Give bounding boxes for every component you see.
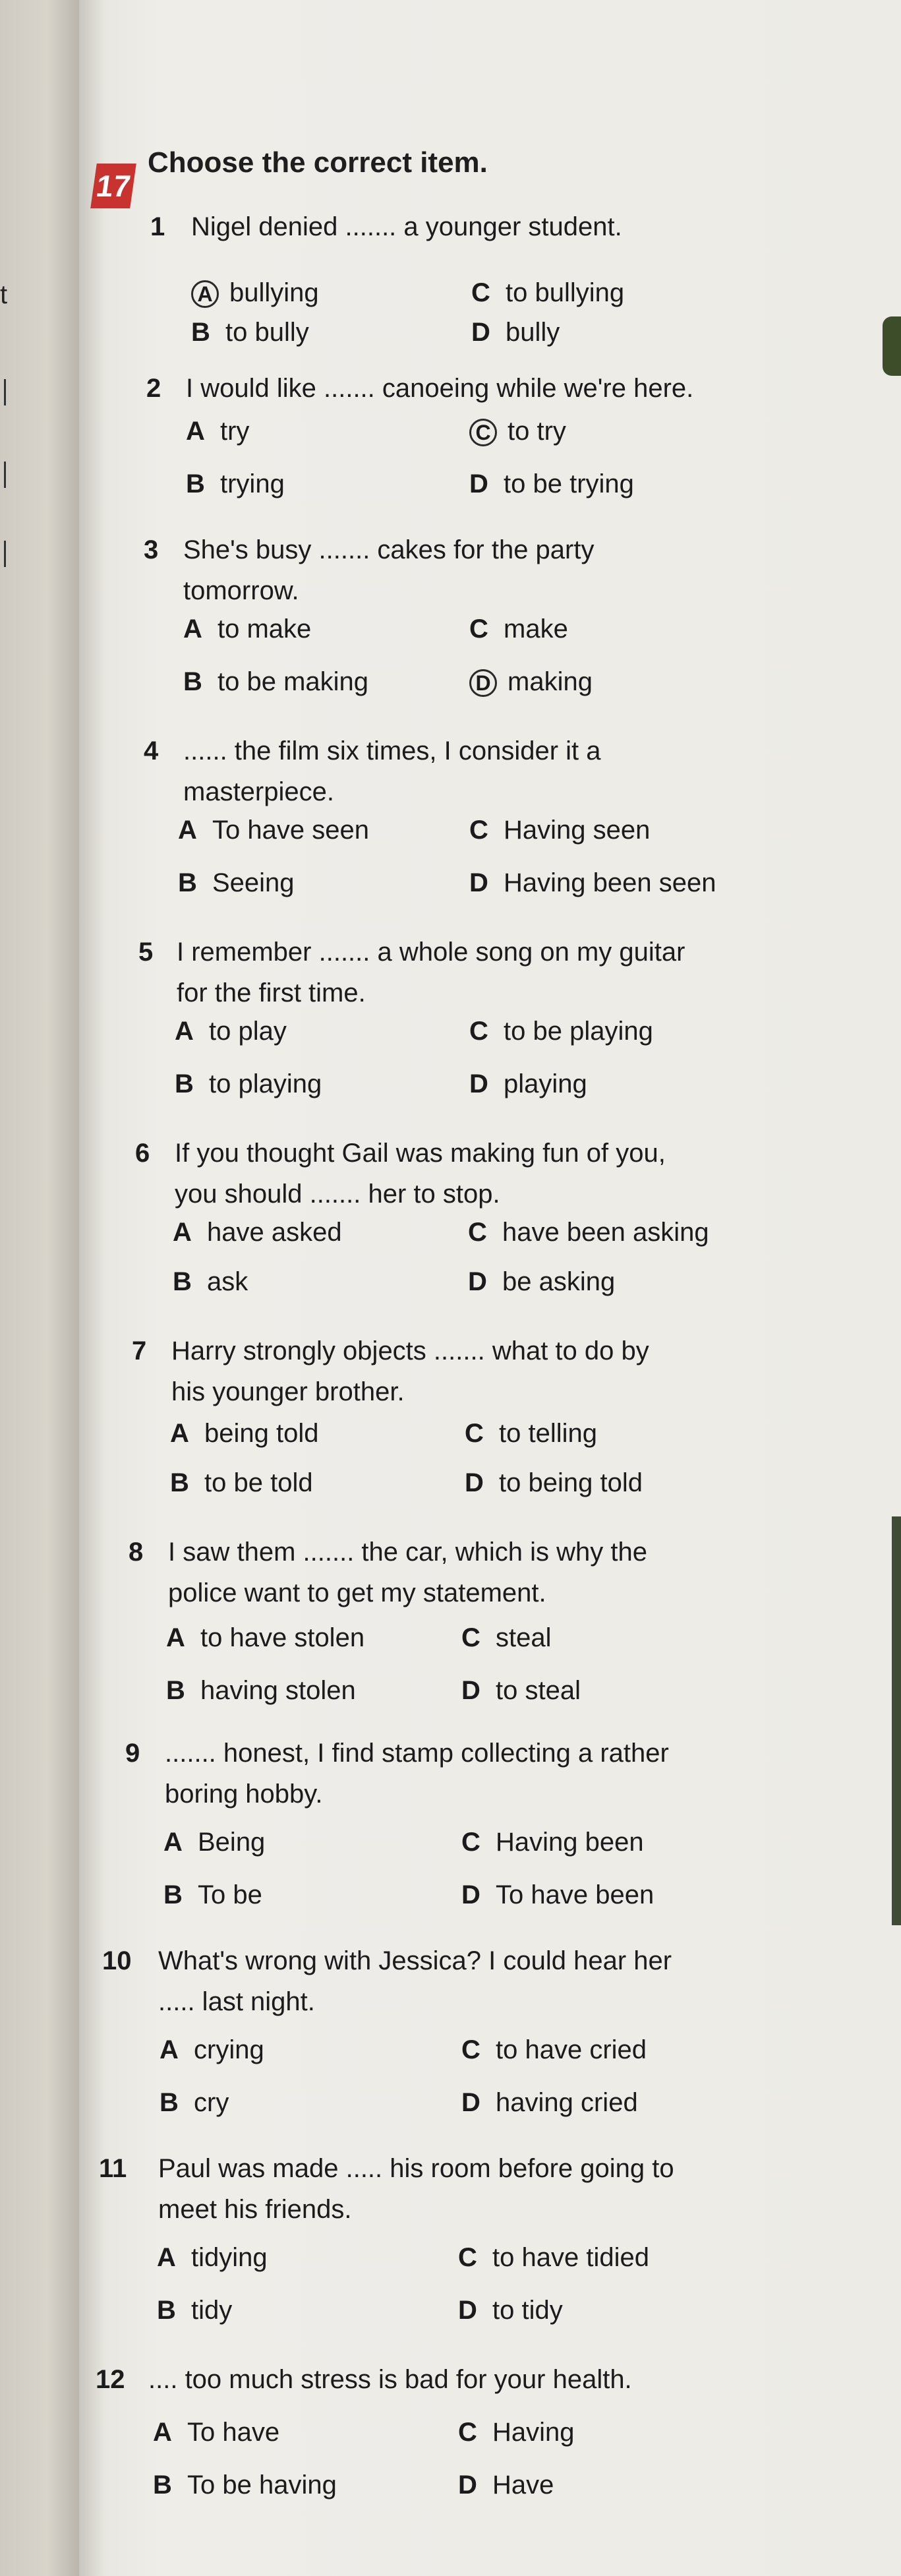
option-letter: A — [157, 2243, 176, 2272]
answer-option-d[interactable] — [461, 1675, 581, 1706]
question-text: ...... the film six times, I consider it a — [183, 736, 601, 765]
answer-option-c[interactable] — [469, 415, 566, 447]
option-text: to have cried — [496, 2035, 647, 2064]
answer-option-a[interactable] — [178, 814, 369, 846]
option-letter: C — [469, 1017, 488, 1046]
answer-option-a[interactable] — [173, 1216, 342, 1248]
left-page-edge — [0, 0, 79, 2576]
question-text: ....... honest, I find stamp collecting a rather — [165, 1739, 669, 1768]
answer-option-b[interactable] — [153, 2469, 337, 2501]
option-letter: A — [183, 614, 202, 644]
option-text: Having been — [496, 1828, 644, 1857]
option-letter: D — [468, 1267, 487, 1296]
option-letter: D — [469, 1069, 488, 1098]
option-letter: A — [160, 2035, 179, 2064]
answer-option-a[interactable] — [157, 2242, 268, 2273]
option-text: to try — [508, 417, 566, 446]
option-letter: A — [163, 1828, 183, 1857]
question-number: 1 — [150, 212, 165, 241]
question-number: 6 — [135, 1139, 150, 1168]
option-text: tidying — [191, 2243, 268, 2272]
option-text: to bullying — [506, 278, 625, 307]
option-letter: A — [186, 417, 205, 446]
question-text: for the first time. — [177, 978, 366, 1007]
question-number: 5 — [138, 938, 154, 967]
option-text: bullying — [229, 278, 319, 307]
option-text: having cried — [496, 2088, 638, 2117]
answer-option-a[interactable] — [160, 2034, 264, 2066]
option-letter: D — [458, 2296, 477, 2325]
option-text: crying — [194, 2035, 264, 2064]
page-tab — [883, 316, 901, 376]
option-text: to playing — [209, 1069, 322, 1098]
option-text: to play — [209, 1017, 287, 1046]
question-number: 9 — [125, 1739, 140, 1768]
option-letter: B — [178, 868, 197, 897]
option-letter: D — [465, 1468, 484, 1497]
question-text: Paul was made ..... his room before going to — [158, 2154, 674, 2183]
option-letter: C — [458, 2243, 477, 2272]
question-text: .... too much stress is bad for your health. — [148, 2365, 632, 2394]
answer-option-d[interactable] — [458, 2469, 554, 2501]
option-text: having stolen — [200, 1676, 356, 1705]
answer-option-d[interactable] — [465, 1467, 643, 1499]
answer-option-b[interactable] — [163, 1879, 262, 1911]
option-text: cry — [194, 2088, 229, 2117]
option-text: To have seen — [212, 816, 369, 845]
option-letter: D — [461, 1676, 480, 1705]
option-letter: B — [163, 1880, 183, 1909]
option-text: being told — [204, 1419, 319, 1448]
answer-option-d[interactable] — [469, 468, 634, 500]
option-text: playing — [504, 1069, 587, 1098]
answer-option-d[interactable] — [461, 1879, 654, 1911]
answer-option-b[interactable] — [175, 1068, 322, 1100]
option-letter: A — [170, 1419, 189, 1448]
answer-option-d[interactable] — [468, 1266, 615, 1298]
question-text: I would like ....... canoeing while we're here. — [186, 374, 694, 403]
option-letter: B — [175, 1069, 194, 1098]
left-page-mark — [4, 379, 6, 405]
circled-answer-letter: D — [469, 669, 497, 697]
question-text: meet his friends. — [158, 2195, 352, 2224]
option-letter: B — [186, 469, 205, 498]
question-text: She's busy ....... cakes for the party — [183, 535, 595, 564]
question-text: police want to get my statement. — [168, 1578, 546, 1607]
answer-option-a[interactable] — [183, 613, 311, 645]
option-letter: A — [166, 1623, 185, 1652]
question-number: 3 — [144, 535, 159, 564]
option-text: To have been — [496, 1880, 654, 1909]
option-letter: C — [461, 2035, 480, 2064]
question-number: 4 — [144, 736, 159, 765]
answer-option-b[interactable] — [191, 316, 309, 348]
option-text: to tidy — [492, 2296, 563, 2325]
option-letter: C — [469, 816, 488, 845]
option-text: Having — [492, 2418, 575, 2447]
option-text: try — [220, 417, 250, 446]
answer-option-d[interactable] — [469, 666, 593, 698]
answer-option-b[interactable] — [170, 1467, 313, 1499]
option-text: ask — [207, 1267, 248, 1296]
option-text: To have — [187, 2418, 280, 2447]
option-letter: D — [461, 1880, 480, 1909]
option-text: Having seen — [504, 816, 651, 845]
question-text: you should ....... her to stop. — [175, 1180, 500, 1209]
answer-option-c[interactable] — [471, 277, 624, 309]
answer-option-a[interactable] — [163, 1826, 265, 1858]
question-number: 12 — [96, 2365, 125, 2394]
option-text: to have stolen — [200, 1623, 365, 1652]
option-text: Seeing — [212, 868, 295, 897]
answer-option-a[interactable] — [170, 1418, 318, 1449]
option-letter: B — [183, 667, 202, 696]
option-text: steal — [496, 1623, 552, 1652]
option-letter: C — [458, 2418, 477, 2447]
question-number: 2 — [146, 374, 161, 403]
option-letter: B — [157, 2296, 176, 2325]
left-page-fragment: t — [0, 280, 8, 309]
option-text: have been asking — [502, 1218, 709, 1247]
left-page-mark — [4, 462, 6, 488]
exercise-instruction: Choose the correct item. — [148, 146, 488, 179]
option-letter: D — [461, 2088, 480, 2117]
answer-option-d[interactable] — [471, 316, 560, 348]
answer-option-b[interactable] — [160, 2087, 229, 2118]
option-letter: C — [468, 1218, 487, 1247]
option-text: have asked — [207, 1218, 342, 1247]
option-letter: A — [175, 1017, 194, 1046]
left-page-mark — [4, 541, 6, 567]
option-letter: B — [153, 2471, 172, 2500]
answer-option-b[interactable] — [166, 1675, 356, 1706]
circled-answer-letter: C — [469, 419, 497, 446]
question-text: tomorrow. — [183, 576, 299, 605]
answer-option-c[interactable] — [465, 1418, 597, 1449]
answer-option-c[interactable] — [461, 2034, 647, 2066]
option-letter: C — [471, 278, 490, 307]
option-text: To be having — [187, 2471, 337, 2500]
option-letter: D — [469, 868, 488, 897]
option-text: Having been seen — [504, 868, 716, 897]
option-letter: D — [458, 2471, 477, 2500]
answer-option-c[interactable] — [461, 1622, 552, 1654]
option-text: to make — [218, 614, 312, 644]
question-text: his younger brother. — [171, 1377, 405, 1406]
option-text: To be — [198, 1880, 262, 1909]
option-text: to be trying — [504, 469, 634, 498]
option-letter: B — [166, 1676, 185, 1705]
option-text: to bully — [225, 318, 309, 347]
option-letter: A — [153, 2418, 172, 2447]
answer-option-c[interactable] — [458, 2416, 575, 2448]
answer-option-b[interactable] — [183, 666, 368, 698]
option-letter: C — [465, 1419, 484, 1448]
option-letter: A — [178, 816, 197, 845]
answer-option-a[interactable] — [175, 1015, 287, 1047]
question-number: 7 — [132, 1336, 147, 1365]
answer-option-c[interactable] — [461, 1826, 644, 1858]
question-text: boring hobby. — [165, 1780, 323, 1809]
option-text: to steal — [496, 1676, 581, 1705]
option-letter: A — [173, 1218, 192, 1247]
option-text: to be told — [204, 1468, 313, 1497]
answer-option-a[interactable] — [153, 2416, 279, 2448]
option-text: to be playing — [504, 1017, 653, 1046]
option-text: bully — [506, 318, 560, 347]
question-number: 10 — [102, 1946, 132, 1975]
option-letter: B — [160, 2088, 179, 2117]
answer-option-a[interactable] — [186, 415, 249, 447]
option-text: trying — [220, 469, 285, 498]
option-letter: C — [469, 614, 488, 644]
option-letter: D — [469, 469, 488, 498]
option-text: to telling — [499, 1419, 597, 1448]
answer-option-d[interactable] — [469, 1068, 587, 1100]
exercise-number-badge: 17 — [90, 164, 136, 208]
answer-option-a[interactable] — [191, 277, 319, 309]
answer-option-b[interactable] — [157, 2294, 232, 2326]
option-text: to be making — [218, 667, 369, 696]
answer-option-d[interactable] — [461, 2087, 638, 2118]
answer-option-b[interactable] — [178, 867, 295, 899]
option-text: to have tidied — [492, 2243, 649, 2272]
question-text: What's wrong with Jessica? I could hear her — [158, 1946, 672, 1975]
option-text: to being told — [499, 1468, 643, 1497]
answer-option-d[interactable] — [458, 2294, 563, 2326]
question-text: Nigel denied ....... a younger student. — [191, 212, 622, 241]
question-number: 11 — [99, 2154, 127, 2183]
answer-option-b[interactable] — [173, 1266, 248, 1298]
question-text: Harry strongly objects ....... what to do by — [171, 1336, 649, 1365]
question-text: I remember ....... a whole song on my guitar — [177, 938, 685, 967]
option-letter: B — [170, 1468, 189, 1497]
question-number: 8 — [129, 1538, 144, 1567]
answer-option-c[interactable] — [469, 1015, 653, 1047]
circled-answer-letter: A — [191, 280, 219, 308]
option-text: making — [508, 667, 593, 696]
question-text: I saw them ....... the car, which is why the — [168, 1538, 647, 1567]
option-text: be asking — [502, 1267, 616, 1296]
option-letter: B — [173, 1267, 192, 1296]
option-letter: C — [461, 1623, 480, 1652]
option-text: Being — [198, 1828, 266, 1857]
answer-option-c[interactable] — [469, 613, 568, 645]
option-text: tidy — [191, 2296, 233, 2325]
page-edge — [892, 1516, 901, 1925]
answer-option-b[interactable] — [186, 468, 285, 500]
option-text: Have — [492, 2471, 554, 2500]
answer-option-d[interactable] — [469, 867, 716, 899]
answer-option-a[interactable] — [166, 1622, 364, 1654]
answer-option-c[interactable] — [469, 814, 650, 846]
question-text: masterpiece. — [183, 777, 334, 806]
answer-option-c[interactable] — [468, 1216, 709, 1248]
question-text: ..... last night. — [158, 1987, 315, 2016]
option-letter: C — [461, 1828, 480, 1857]
option-letter: B — [191, 318, 210, 347]
option-text: make — [504, 614, 568, 644]
option-letter: D — [471, 318, 490, 347]
answer-option-c[interactable] — [458, 2242, 649, 2273]
question-text: If you thought Gail was making fun of you, — [175, 1139, 666, 1168]
